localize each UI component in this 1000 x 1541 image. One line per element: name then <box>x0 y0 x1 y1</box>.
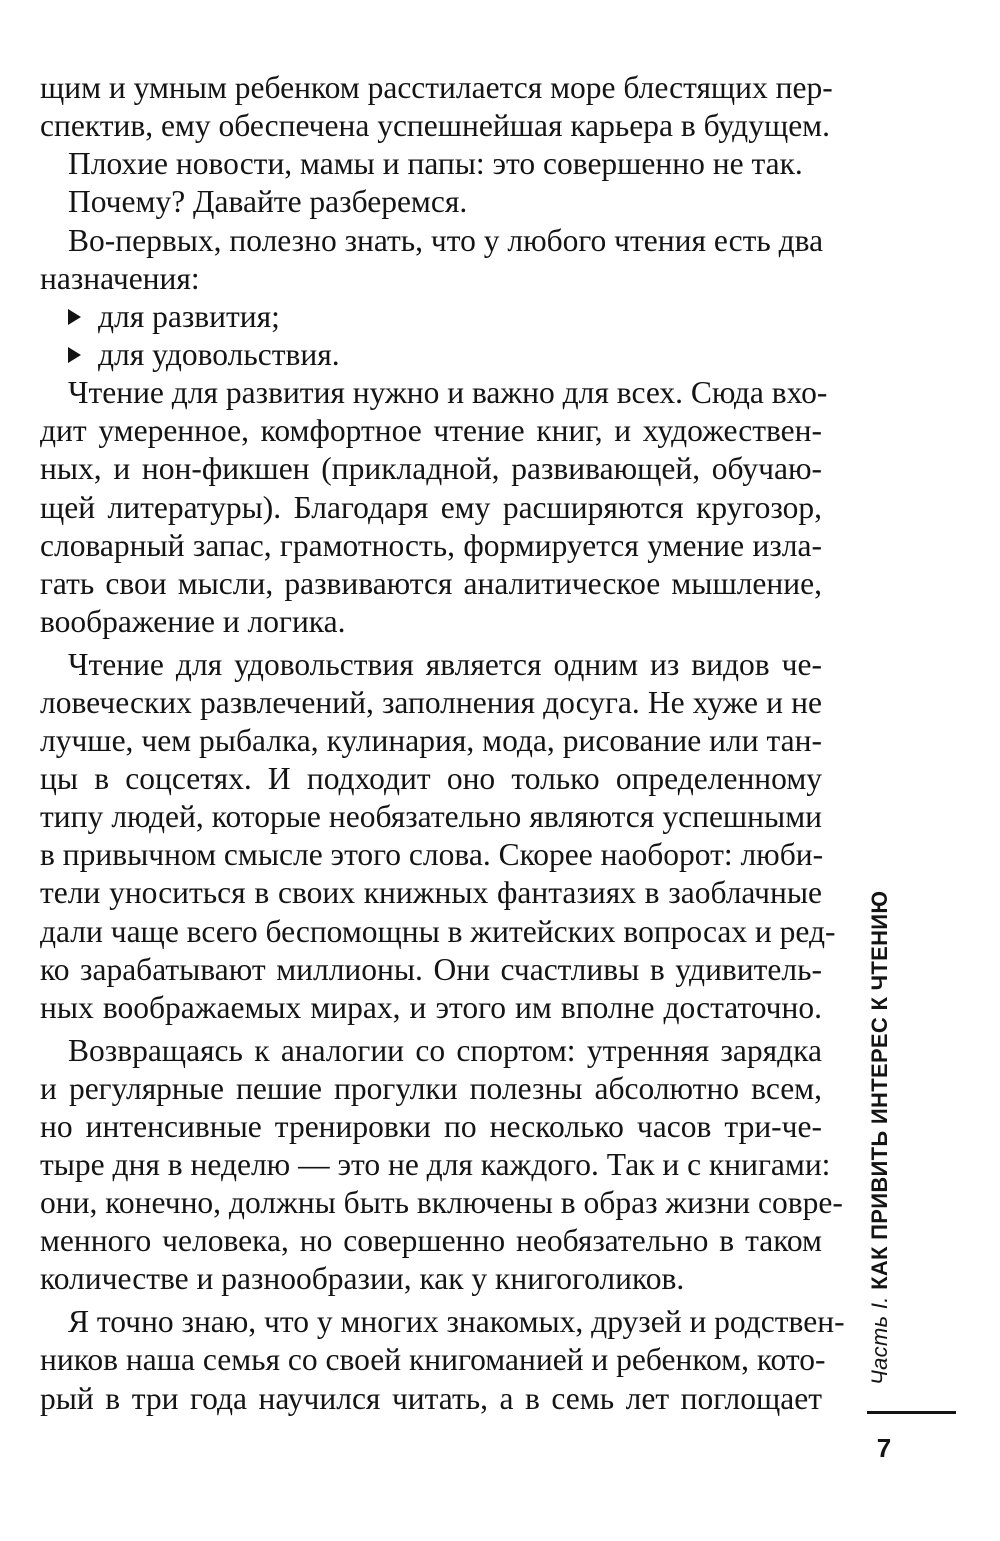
text-line: Во-первых, полезно знать, что у любого чтения есть два <box>68 223 824 258</box>
text-line: ных воображаемых мирах, и этого им вполне достаточно. <box>40 990 822 1025</box>
text-line: менного человека, но совершенно необязательно в таком <box>40 1223 822 1258</box>
text-line: ных, и нон-фикшен (прикладной, развивающей, обучаю- <box>40 451 822 486</box>
running-head-title: КАК ПРИВИТЬ ИНТЕРЕС К ЧТЕНИЮ <box>867 890 892 1290</box>
text-line: дали чаще всего беспомощны в житейских вопросах и ред- <box>40 914 836 949</box>
footer-rule <box>867 1411 956 1414</box>
text-line: Плохие новости, мамы и папы: это совершенно не так. <box>68 146 803 181</box>
text-line: щим и умным ребенком расстилается море блестящих пер- <box>40 70 833 105</box>
text-line: цы в соцсетях. И подходит оно только определенному <box>40 761 822 796</box>
text-line: Чтение для развития нужно и важно для всех. Сюда вхо- <box>68 375 828 410</box>
text-line: воображение и логика. <box>40 604 346 639</box>
text-line: они, конечно, должны быть включены в образ жизни совре- <box>40 1185 843 1220</box>
text-line: спектив, ему обеспечена успешнейшая карьера в будущем. <box>40 108 830 143</box>
text-line: тыре дня в неделю — это не для каждого. Так и с книгами: <box>40 1147 831 1182</box>
text-line: типу людей, которые необязательно являются успешными <box>40 799 822 834</box>
text-line: ловеческих развлечений, заполнения досуга. Не хуже и не <box>40 685 822 720</box>
running-head <box>862 891 898 1385</box>
text-line: и регулярные пешие прогулки полезны абсолютно всем, <box>40 1071 822 1106</box>
running-head-part: Часть I. <box>867 1296 892 1385</box>
bullet-marker-icon <box>68 347 81 363</box>
text-line: щей литературы). Благодаря ему расширяются кругозор, <box>40 490 822 525</box>
text-line: в привычном смысле этого слова. Скорее наоборот: люби- <box>40 837 824 872</box>
text-line: тели уноситься в своих книжных фантазиях в заоблачные <box>40 875 822 910</box>
text-line: словарный запас, грамотность, формируется умение изла- <box>40 528 822 563</box>
list-item-text: для удовольствия. <box>98 337 340 372</box>
list-item-text: для развития; <box>98 299 280 334</box>
text-line: дит умеренное, комфортное чтение книг, и художествен- <box>40 413 822 448</box>
text-line: но интенсивные тренировки по несколько часов три-че- <box>40 1109 822 1144</box>
text-line: ников наша семья со своей книгоманией и ребенком, кото- <box>40 1342 826 1377</box>
text-line: количестве и разнообразии, как у книгоголиков. <box>40 1261 685 1296</box>
text-line: Возвращаясь к аналогии со спортом: утренняя зарядка <box>68 1033 822 1068</box>
bullet-marker-icon <box>68 309 81 325</box>
page-number: 7 <box>876 1433 892 1463</box>
text-line: рый в три года научился читать, а в семь лет поглощает <box>40 1381 822 1416</box>
text-line: Почему? Давайте разберемся. <box>68 184 468 219</box>
text-line: гать свои мысли, развиваются аналитическое мышление, <box>40 566 822 601</box>
text-line: ко зарабатывают миллионы. Они счастливы в удивитель- <box>40 952 822 987</box>
text-line: Я точно знаю, что у многих знакомых, друзей и родствен- <box>68 1304 845 1339</box>
text-line: назначения: <box>40 261 200 296</box>
text-line: лучше, чем рыбалка, кулинария, мода, рисование или тан- <box>40 723 822 758</box>
text-line: Чтение для удовольствия является одним из видов че- <box>68 647 822 682</box>
